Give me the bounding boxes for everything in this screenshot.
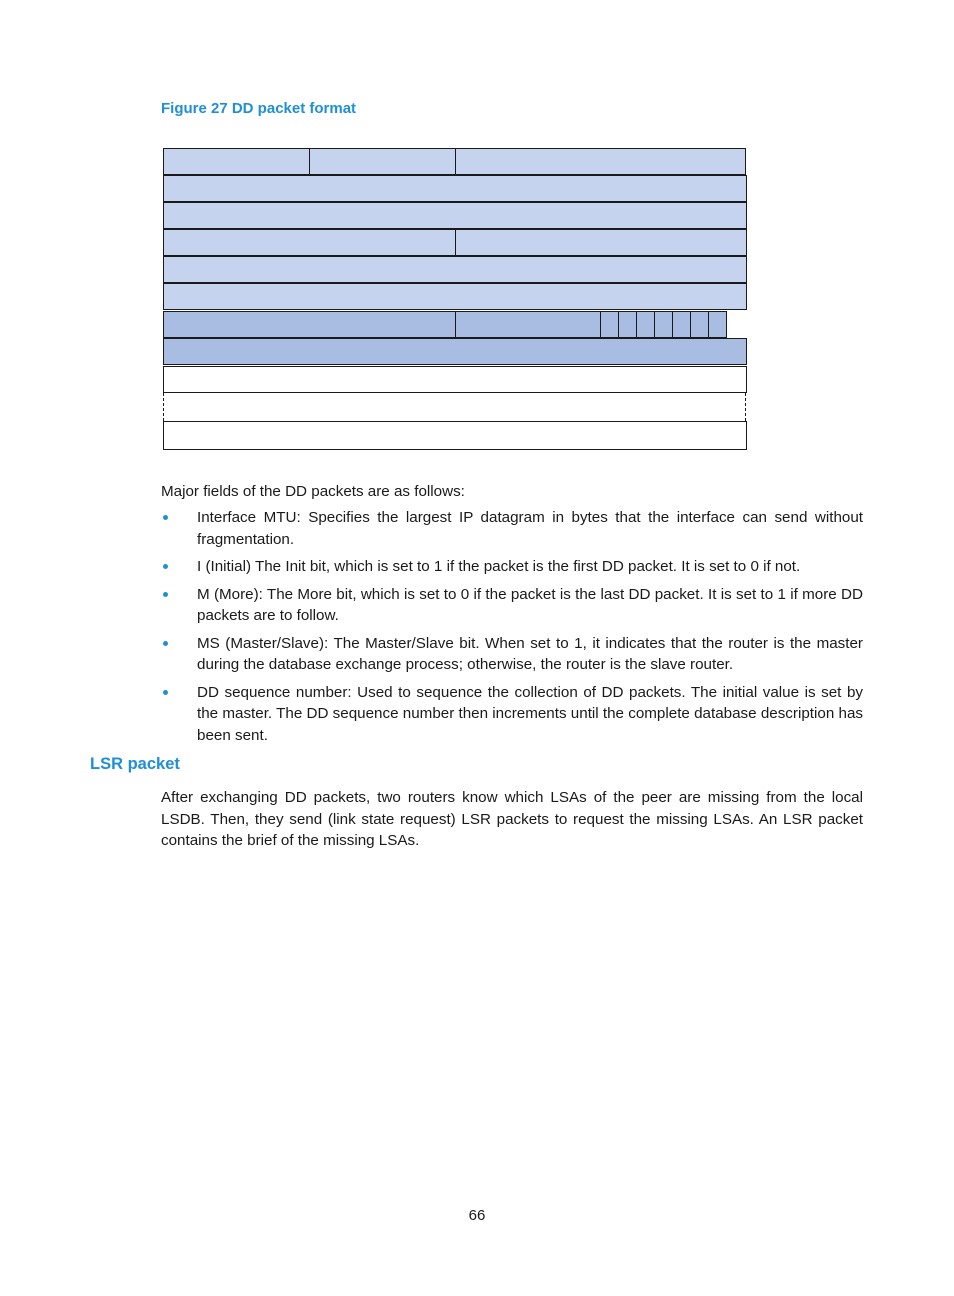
dd-packet-diagram <box>163 148 746 450</box>
packet-row-lsa-header-1 <box>163 366 746 393</box>
list-item <box>161 556 863 578</box>
field-authentication-cont <box>163 283 747 310</box>
field-lsa-header <box>163 366 747 393</box>
list-item <box>161 507 863 550</box>
field-dd-sequence-number <box>163 338 747 365</box>
list-item-text: I (Initial) The Init bit, which is set to 1 if the packet is the first DD packet. It is set to 0 if not. <box>197 558 801 575</box>
list-item-text: DD sequence number: Used to sequence the collection of DD packets. The initial value is set by the master. The DD sequence number then increments until the complete database description has been sent. <box>197 683 863 744</box>
field-bit-m <box>690 311 709 338</box>
bullet-icon <box>163 592 168 597</box>
bullet-icon <box>163 690 168 695</box>
list-item <box>161 584 863 627</box>
field-packet-length <box>455 148 746 175</box>
list-item-text: MS (Master/Slave): The Master/Slave bit. When set to 1, it indicates that the router is the master during the database exchange process; otherwise, the router is the slave router. <box>197 634 863 673</box>
list-item-text: M (More): The More bit, which is set to 0 if the packet is the last DD packet. It is set to 1 if more DD packets are to follow. <box>197 585 863 624</box>
field-list <box>161 507 863 752</box>
field-bit-ms <box>708 311 727 338</box>
lsr-paragraph: After exchanging DD packets, two routers know which LSAs of the peer are missing from the local LSDB. Then, they send (link state request) LSR packets to request the missing LSAs. An LSR packet contains the brief of the missing LSAs. <box>161 789 863 849</box>
field-bit-1 <box>600 311 619 338</box>
field-bit-2 <box>618 311 637 338</box>
field-router-id <box>163 175 747 202</box>
list-item-text: Interface MTU: Specifies the largest IP datagram in bytes that the interface can send without fragmentation. <box>197 509 863 548</box>
field-checksum <box>163 229 456 256</box>
bullet-icon <box>163 515 168 520</box>
field-version <box>163 148 310 175</box>
field-options <box>455 311 601 338</box>
field-bit-3 <box>636 311 655 338</box>
bullet-icon <box>163 641 168 646</box>
list-item <box>161 633 863 676</box>
field-type <box>309 148 456 175</box>
field-bit-4 <box>654 311 673 338</box>
field-ellipsis <box>163 393 746 421</box>
field-interface-mtu <box>163 311 456 338</box>
figure-caption: Figure 27 DD packet format <box>161 100 357 117</box>
packet-row-continuation <box>163 393 746 421</box>
page-number: 66 <box>468 1207 486 1224</box>
packet-row-version-type-length <box>163 148 746 175</box>
packet-row-router-id <box>163 175 746 202</box>
field-bit-i <box>672 311 691 338</box>
packet-row-authentication-2 <box>163 283 746 310</box>
packet-row-area-id <box>163 202 746 229</box>
packet-row-lsa-header-2 <box>163 421 746 450</box>
section-heading-lsr-packet: LSR packet <box>90 755 180 773</box>
field-authentication <box>163 256 747 283</box>
packet-row-authentication-1 <box>163 256 746 283</box>
list-item <box>161 682 863 747</box>
bullet-icon <box>163 564 168 569</box>
field-area-id <box>163 202 747 229</box>
packet-row-dd-sequence <box>163 338 746 365</box>
intro-text: Major fields of the DD packets are as follows: <box>161 483 465 500</box>
field-lsa-header-last <box>163 421 747 450</box>
field-autype <box>455 229 747 256</box>
packet-row-mtu-options-bits <box>163 311 746 338</box>
packet-row-checksum-autype <box>163 229 746 256</box>
